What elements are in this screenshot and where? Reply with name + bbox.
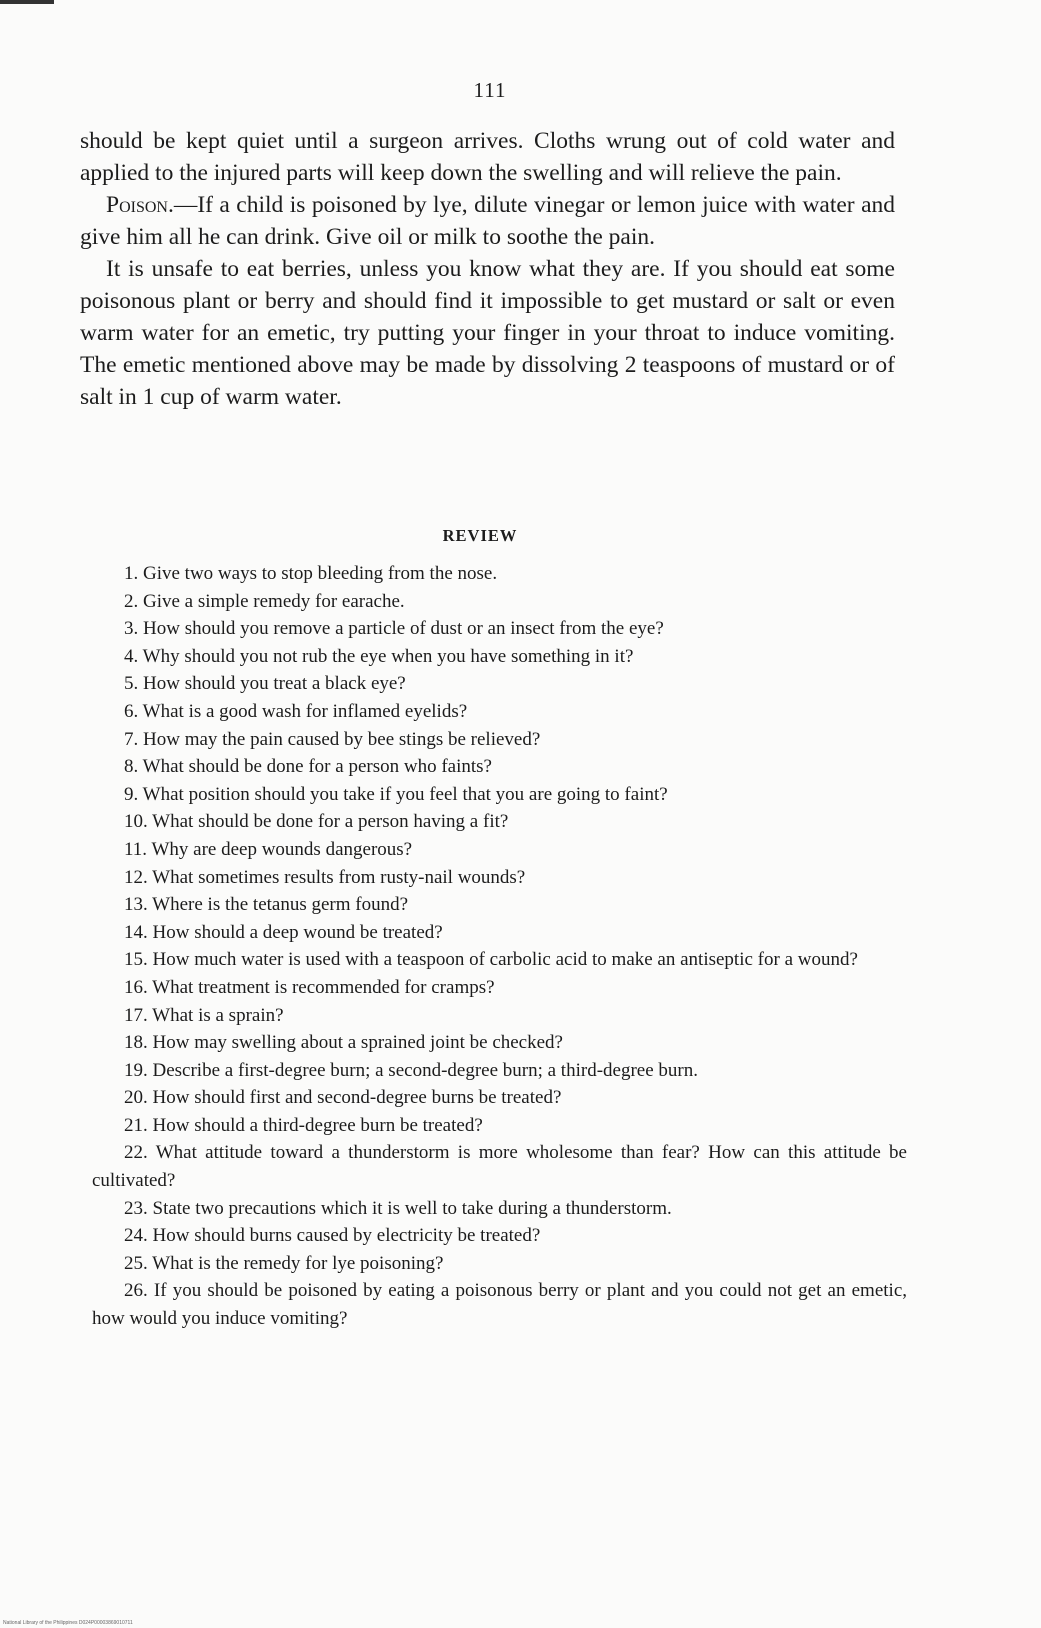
- review-list: [92, 560, 907, 1333]
- paragraph-text: It is unsafe to eat berries, unless you know what they are. If you should eat some poisonous plant or berry and should find it impossible to get mustard or salt or even warm water for an emetic, try putting your finger in your throat to induce vomiting. The emetic mentioned above may be made by dissolving 2 teaspoons of mustard or of salt in 1 cup of warm water.: [80, 256, 895, 410]
- review-question: [92, 1277, 907, 1332]
- review-question-number: 19.: [124, 1059, 148, 1081]
- review-question-text: Where is the tetanus germ found?: [152, 894, 409, 916]
- review-question-number: 5.: [124, 673, 139, 695]
- review-question-text: What sometimes results from rusty-nail wounds?: [152, 866, 526, 888]
- review-question-text: How may the pain caused by bee stings be relieved?: [143, 728, 541, 750]
- review-question-number: 1.: [124, 563, 139, 584]
- review-question: [92, 670, 907, 698]
- review-question: [92, 1084, 907, 1112]
- review-question-text: Why are deep wounds dangerous?: [151, 838, 413, 860]
- review-question-number: 24.: [124, 1225, 148, 1247]
- review-question-text: What is a sprain?: [152, 1004, 284, 1026]
- review-question: [92, 1139, 907, 1194]
- review-question-text: What should be done for a person who faints?: [142, 756, 492, 778]
- review-question-number: 2.: [124, 590, 139, 612]
- review-question: [92, 753, 907, 781]
- review-question: [92, 919, 907, 947]
- review-question-text: What treatment is recommended for cramps?: [152, 976, 495, 998]
- review-question-number: 15.: [124, 949, 148, 971]
- review-question-text: What should be done for a person having a fit?: [152, 811, 509, 833]
- review-heading: REVIEW: [442, 526, 518, 545]
- review-question: [92, 698, 907, 726]
- review-question: [92, 864, 907, 892]
- review-question: [92, 836, 907, 864]
- review-question-text: What is a good wash for inflamed eyelids?: [142, 700, 468, 722]
- review-question: [92, 643, 907, 671]
- review-question: [92, 1002, 907, 1030]
- review-question: [92, 781, 907, 809]
- body-text: [80, 125, 895, 413]
- review-question-text: What position should you take if you feel that you are going to faint?: [142, 783, 668, 805]
- review-question-text: State two precautions which it is well to take during a thunderstorm.: [152, 1197, 672, 1219]
- review-question-text: How should a deep wound be treated?: [152, 921, 443, 943]
- review-question-number: 4.: [124, 645, 139, 667]
- review-question-number: 14.: [124, 921, 148, 943]
- paragraph-poison: [80, 189, 895, 253]
- review-question-text: How should you treat a black eye?: [143, 673, 406, 695]
- review-question: [92, 946, 907, 974]
- review-question-text: Describe a first-degree burn; a second-degree burn; a third-degree burn.: [152, 1059, 698, 1081]
- review-question-text: How much water is used with a teaspoon of carbolic acid to make an antiseptic for a wound?: [152, 949, 858, 971]
- review-question-text: Why should you not rub the eye when you have something in it?: [142, 645, 634, 667]
- review-question-text: How should burns caused by electricity be treated?: [152, 1225, 541, 1247]
- scan-corner-mark: [0, 0, 54, 4]
- review-question-number: 17.: [124, 1004, 148, 1026]
- review-question-number: 26.: [124, 1280, 148, 1302]
- review-question-number: 11.: [124, 838, 148, 860]
- review-question-number: 20.: [124, 1087, 148, 1109]
- review-question-number: 9.: [124, 783, 139, 805]
- footer-credit: National Library of the Philippines D024P00003869010711: [3, 1620, 133, 1626]
- review-question-number: 22.: [124, 1142, 148, 1164]
- review-question: [92, 974, 907, 1002]
- review-question: [92, 1250, 907, 1278]
- review-question-text: How should you remove a particle of dust or an insect from the eye?: [143, 618, 664, 640]
- paragraph-text: —If a child is poisoned by lye, dilute vinegar or lemon juice with water and give him all he can drink. Give oil or milk to soothe the pain.: [80, 192, 895, 250]
- review-question-text: If you should be poisoned by eating a poisonous berry or plant and you could not get an emetic, how would you induce vomiting?: [92, 1280, 908, 1330]
- review-question-number: 6.: [124, 700, 139, 722]
- review-question-text: How should a third-degree burn be treated?: [152, 1114, 483, 1136]
- review-question: [92, 560, 907, 588]
- review-question-number: 8.: [124, 756, 139, 778]
- review-question: [92, 1222, 907, 1250]
- paragraph: [80, 125, 895, 189]
- review-question: [92, 1029, 907, 1057]
- review-question: [92, 1112, 907, 1140]
- page-number: 111: [473, 78, 507, 102]
- review-question-number: 23.: [124, 1197, 148, 1219]
- paragraph: [80, 253, 895, 413]
- review-question-number: 18.: [124, 1032, 148, 1054]
- review-question: [92, 588, 907, 616]
- review-question-text: How should first and second-degree burns be treated?: [152, 1087, 562, 1109]
- review-question-text: What attitude toward a thunderstorm is more wholesome than fear? How can this attitude be cultivated?: [92, 1142, 907, 1192]
- review-question-number: 3.: [124, 618, 139, 640]
- review-question-text: How may swelling about a sprained joint be checked?: [152, 1032, 563, 1054]
- review-question-number: 16.: [124, 976, 148, 998]
- review-question-number: 7.: [124, 728, 139, 750]
- review-question-text: What is the remedy for lye poisoning?: [152, 1252, 444, 1274]
- review-question-text: Give a simple remedy for earache.: [143, 590, 405, 612]
- review-question-number: 12.: [124, 866, 148, 888]
- review-question: [92, 726, 907, 754]
- review-question-number: 10.: [124, 811, 148, 833]
- review-question-number: 13.: [124, 894, 148, 916]
- review-question-number: 21.: [124, 1114, 148, 1136]
- review-question: [92, 1057, 907, 1085]
- review-question: [92, 615, 907, 643]
- paragraph-lead: Poison.: [106, 192, 174, 218]
- review-question-number: 25.: [124, 1252, 148, 1274]
- review-question: [92, 808, 907, 836]
- review-question: [92, 1195, 907, 1223]
- review-question-text: Give two ways to stop bleeding from the nose.: [143, 563, 498, 584]
- review-question: [92, 891, 907, 919]
- paragraph-text: should be kept quiet until a surgeon arrives. Cloths wrung out of cold water and applied to the injured parts will keep down the swelling and will relieve the pain.: [80, 128, 895, 186]
